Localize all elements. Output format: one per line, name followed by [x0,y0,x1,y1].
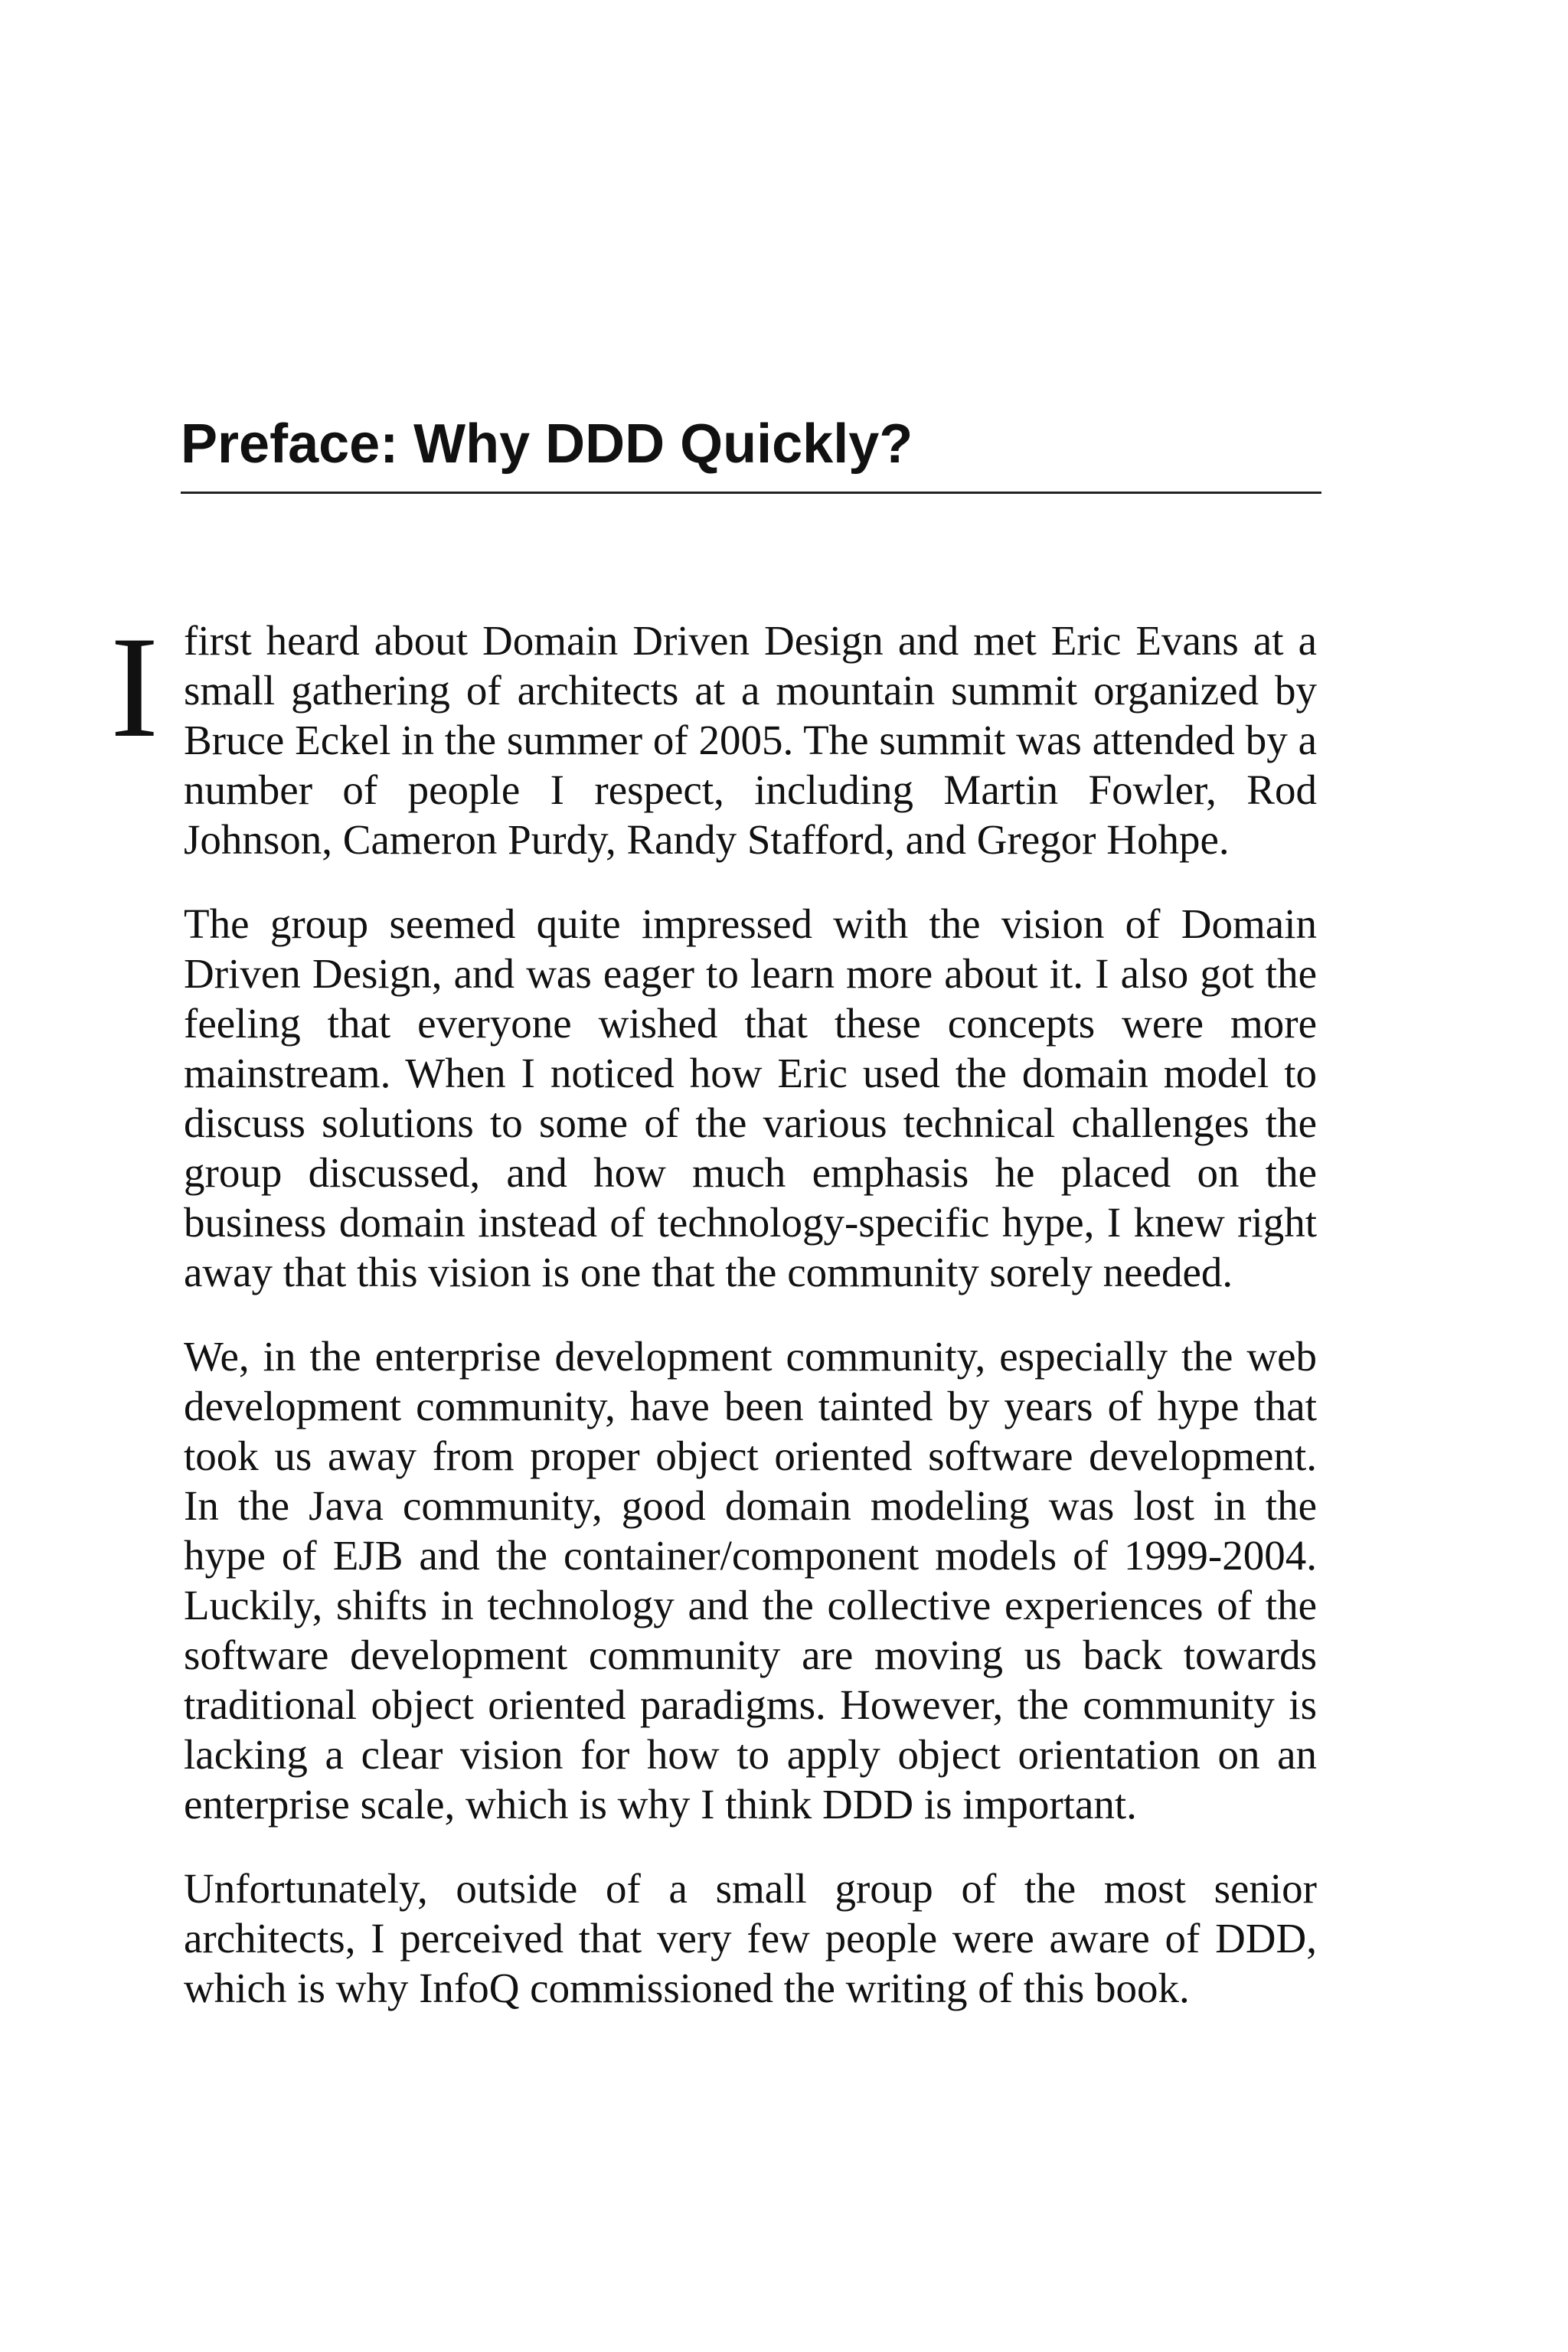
page-title: Preface: Why DDD Quickly? [181,406,1321,494]
paragraph-1 [110,607,1317,864]
paragraph-4: Unfortunately, outside of a small group of the most senior architects, I perceived that very few people were aware of DDD, which is why InfoQ commissioned the writing of this book. [184,1865,1317,2011]
paragraph-2: The group seemed quite impressed with the vision of Domain Driven Design, and was eager to learn more about it. I also got the feeling that everyone wished that these concepts were more mainstream. When I noticed how Eric used the domain model to discuss solutions to some of the various technical challenges the group discussed, and how much emphasis he placed on the business domain instead of technology-specific hype, I knew right away that this vision is one that the community sorely needed. [184,900,1317,1295]
body-text [110,607,1317,2047]
drop-cap: I [110,607,159,768]
paragraph-3: We, in the enterprise development community, especially the web development community, have been tainted by years of hype that took us away from proper object oriented software development. In the Java community, good domain modeling was lost in the hype of EJB and the container/component models of 1999-2004. Luckily, shifts in technology and the collective experiences of the software development community are moving us back towards traditional object oriented paradigms. However, the community is lacking a clear vision for how to apply object orientation on an enterprise scale, which is why I think DDD is important. [184,1333,1317,1828]
paragraph-1-text: first heard about Domain Driven Design and met Eric Evans at a small gathering of architects at a mountain summit organized by Bruce Eckel in the summer of 2005. The summit was attended by a number of people I respect, including Martin Fowler, Rod Johnson, Cameron Purdy, Randy Stafford, and Gregor Hohpe. [184,617,1317,863]
